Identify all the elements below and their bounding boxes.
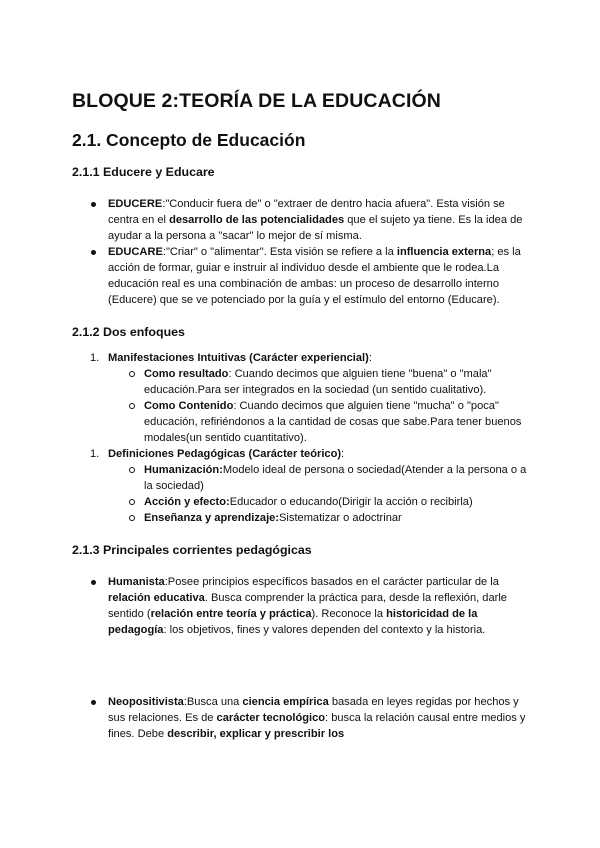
term-humanista: Humanista — [108, 576, 165, 588]
group-label-manifestaciones: Manifestaciones Intuitivas (Carácter experiencial) — [108, 352, 369, 364]
term-educere: EDUCERE — [108, 198, 163, 210]
educere-educare-list — [72, 196, 532, 308]
text-ensenanza: Sistematizar o adoctrinar — [279, 512, 402, 524]
section-heading: 2.1. Concepto de Educación — [72, 130, 306, 150]
term-como-contenido: Como Contenido — [144, 400, 234, 412]
humanista-text-1: :Posee principios específicos basados en el carácter particular de la — [164, 576, 499, 588]
neo-bold-2: carácter tecnológico — [216, 712, 326, 724]
list-item-humanista — [72, 574, 532, 638]
corrientes-list-1 — [72, 574, 532, 638]
corrientes-list-2 — [72, 694, 532, 742]
list-number: 1. — [90, 352, 100, 364]
educere-text-1: :"Conducir fuera de" o "extraer de dentro hacia afuera". Esta visión se centra en el — [108, 198, 505, 226]
term-ensenanza: Enseñanza y aprendizaje: — [144, 512, 280, 524]
educere-bold-1: desarrollo de las potencialidades — [169, 214, 345, 226]
humanista-text-3: ). Reconoce la — [311, 608, 387, 620]
neo-text-2: basada en leyes regidas por hechos y sus relaciones. Es de — [108, 696, 519, 724]
humanista-bold-3: historicidad de la pedagogía — [108, 608, 478, 636]
list-item-educere — [72, 196, 532, 244]
subsection-heading-dos-enfoques: 2.1.2 Dos enfoques — [72, 325, 185, 339]
text-accion-efecto: Educador o educando(Dirigir la acción o recibirla) — [229, 496, 473, 508]
text-como-contenido: : Cuando decimos que alguien tiene "mucha" o "poca" educación, refiriéndonos a la cantidad de cosas que sabe.Para tener buenos modales(un sentido cuantitativo). — [144, 400, 522, 444]
humanista-text-4: : los objetivos, fines y valores dependen del contexto y la historia. — [163, 624, 486, 636]
subsection-heading-corrientes: 2.1.3 Principales corrientes pedagógicas — [72, 543, 312, 557]
neo-text-3: : busca la relación causal entre medios y fines. Debe — [108, 712, 526, 740]
list-item-manifestaciones — [72, 350, 532, 366]
text-humanizacion: Modelo ideal de persona o sociedad(Atender a la persona o a la sociedad) — [144, 464, 527, 492]
subsection-heading-educere-educare: 2.1.1 Educere y Educare — [72, 165, 215, 179]
list-number: 1. — [90, 448, 100, 460]
text-como-resultado: : Cuando decimos que alguien tiene "buena" o "mala" educación.Para ser integrados en la sociedad (un sentido cualitativo). — [144, 368, 492, 396]
definiciones-sublist — [72, 462, 532, 526]
group-colon: : — [368, 352, 372, 364]
educere-text-2: que el sujeto ya tiene. Es la idea de ayudar a la persona a "sacar" lo mejor de sí misma. — [108, 214, 523, 242]
term-accion-efecto: Acción y efecto: — [144, 496, 230, 508]
humanista-bold-2: relación entre teoría y práctica — [150, 608, 312, 620]
document-page — [72, 88, 532, 742]
term-educare: EDUCARE — [108, 246, 163, 258]
enfoques-list-2 — [72, 446, 532, 462]
list-item-definiciones — [72, 446, 532, 462]
group-colon: : — [341, 448, 345, 460]
list-item-como-resultado — [108, 366, 532, 398]
educare-text-2: ; es la acción de formar, guiar e instruir al individuo desde el ambiente que le rodea.La educación real es una combinación de ambas: un proceso de desarrollo interno (Educere) que se ve potenciado por la guía y el estímulo del entorno (Educare). — [108, 246, 521, 306]
educare-bold-1: influencia externa — [396, 246, 492, 258]
spacer — [72, 638, 532, 678]
list-item-educare — [72, 244, 532, 308]
list-item-humanizacion — [108, 462, 532, 494]
neo-text-1: :Busca una — [183, 696, 243, 708]
term-humanizacion: Humanización: — [144, 464, 223, 476]
humanista-text-2: . Busca comprender la práctica para, desde la reflexión, darle sentido ( — [108, 592, 507, 620]
list-item-neopositivista — [72, 694, 532, 742]
enfoques-list — [72, 350, 532, 366]
manifestaciones-sublist — [72, 366, 532, 446]
educare-text-1: :"Criar" o "alimentar". Esta visión se refiere a la — [162, 246, 397, 258]
group-label-definiciones: Definiciones Pedagógicas (Carácter teórico) — [108, 448, 342, 460]
term-como-resultado: Como resultado — [144, 368, 229, 380]
term-neopositivista: Neopositivista — [108, 696, 184, 708]
page-title: BLOQUE 2:TEORÍA DE LA EDUCACIÓN — [72, 90, 441, 112]
list-item-ensenanza — [108, 510, 532, 526]
list-item-como-contenido — [108, 398, 532, 446]
list-item-accion-efecto — [108, 494, 532, 510]
neo-bold-3: describir, explicar y prescribir los — [167, 728, 345, 740]
humanista-bold-1: relación educativa — [108, 592, 205, 604]
neo-bold-1: ciencia empírica — [242, 696, 329, 708]
